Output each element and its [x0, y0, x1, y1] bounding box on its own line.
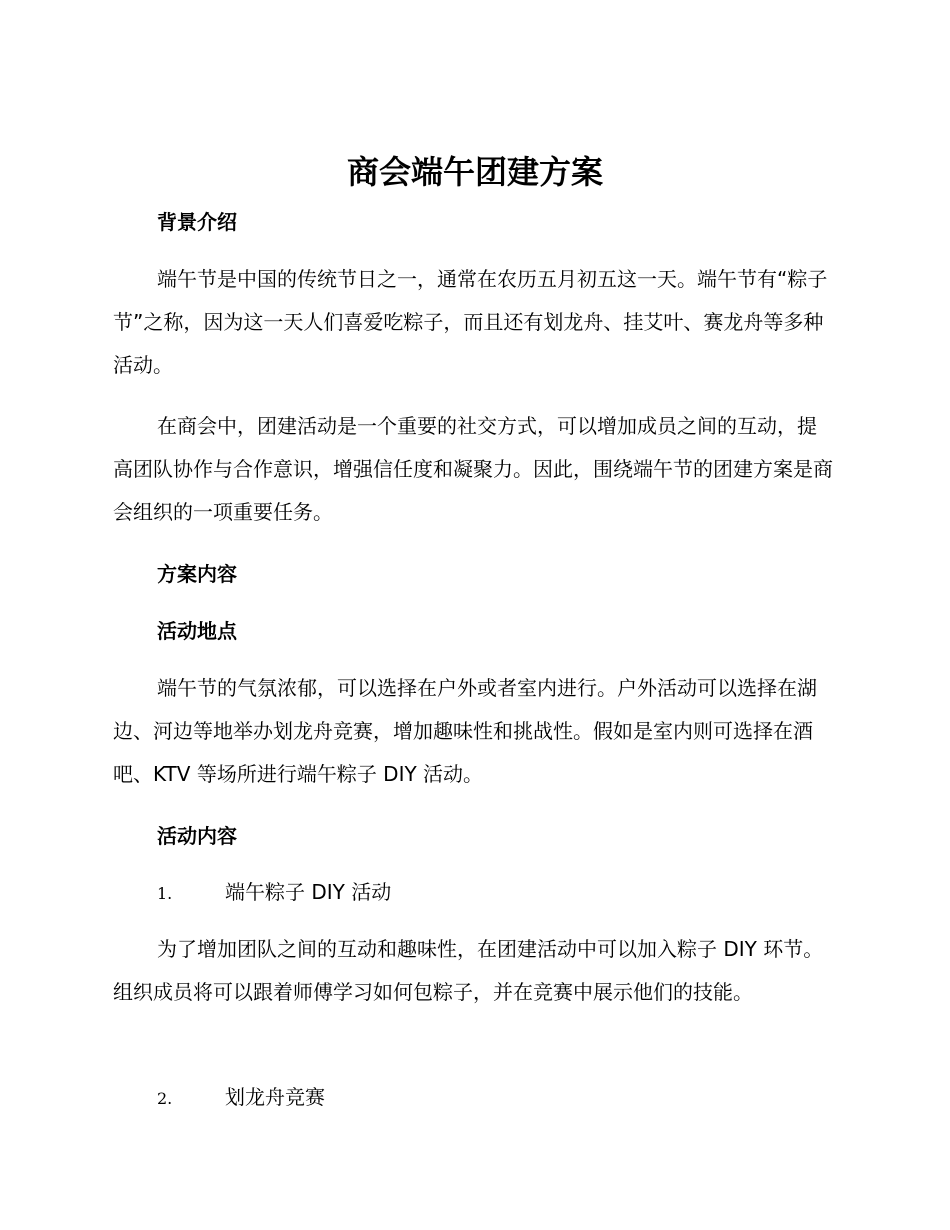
document-title: 商会端午团建方案: [346, 153, 603, 191]
heading-background: 背景介绍: [157, 210, 237, 234]
paragraph-background-2: 在商会中，团建活动是一个重要的社交方式，可以增加成员之间的互动，提高团队协作与合作意识，增强信任度和凝聚力。因此，围绕端午节的团建方案是商会组织的一项重要任务。: [113, 414, 833, 524]
list-number-1: 1.: [157, 884, 173, 903]
paragraph-activity-location: 端午节的气氛浓郁，可以选择在户外或者室内进行。户外活动可以选择在湖边、河边等地举办划龙舟竞赛，增加趣味性和挑战性。假如是室内则可选择在酒吧、KTV 等场所进行端午粽子 DIY 活动。: [113, 676, 817, 786]
paragraph-background-1: 端午节是中国的传统节日之一，通常在农历五月初五这一天。端午节有“粽子节”之称，因为这一天人们喜爱吃粽子，而且还有划龙舟、挂艾叶、赛龙舟等多种活动。: [113, 267, 828, 377]
heading-activity-content: 活动内容: [157, 824, 237, 848]
list-item-2: [157, 1083, 325, 1113]
heading-activity-location: 活动地点: [157, 619, 237, 643]
paragraph-item-1: 为了增加团队之间的互动和趣味性，在团建活动中可以加入粽子 DIY 环节。组织成员将可以跟着师傅学习如何包粽子，并在竞赛中展示他们的技能。: [113, 937, 824, 1004]
list-text-2: 划龙舟竞赛: [225, 1085, 325, 1109]
list-item-1: [157, 878, 391, 908]
list-text-1: 端午粽子 DIY 活动: [225, 880, 392, 904]
list-number-2: 2.: [157, 1089, 173, 1108]
heading-plan-content: 方案内容: [157, 562, 237, 586]
